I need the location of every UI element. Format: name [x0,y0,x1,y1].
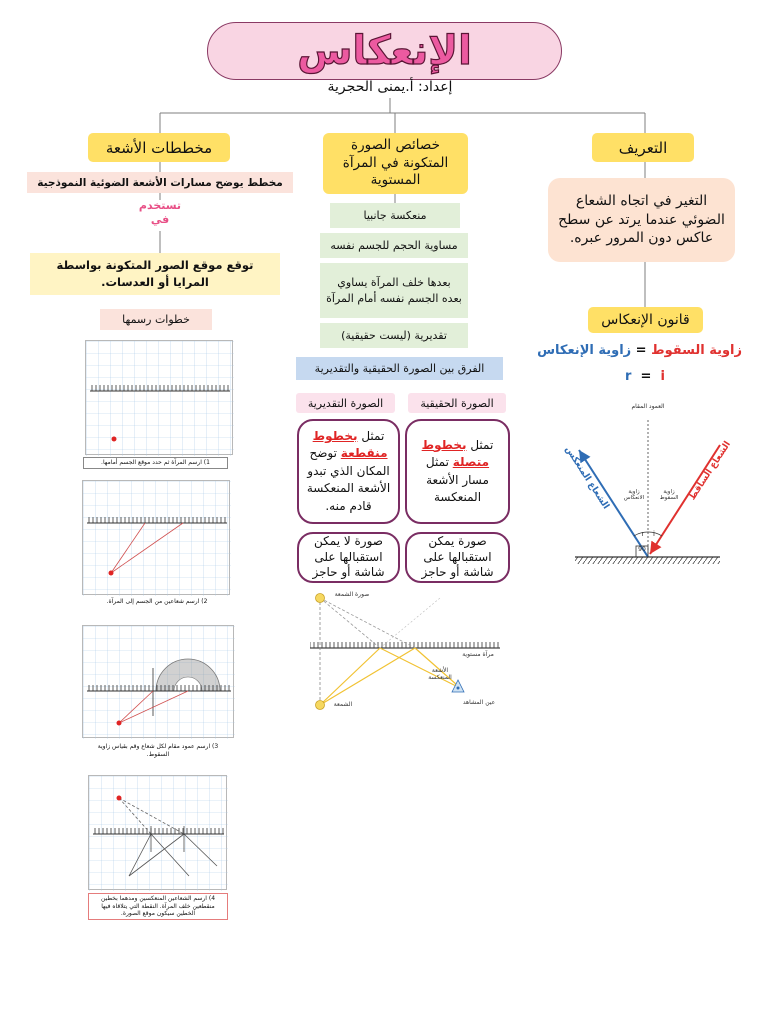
law-statement [537,343,742,363]
law-incidence: زاوية السقوط [651,343,742,358]
definition-heading: التعريف [592,133,694,162]
property-item: منعكسة جانبيا [330,203,460,228]
mirror-label: مرآة مستوية [462,651,494,658]
mirror-hatching [575,557,720,564]
real-image-representation [405,419,510,524]
virtual-ray-extension [320,598,415,648]
virtual-rep-highlight: بخطوط [312,429,358,444]
right-angle-value: 90 [638,546,646,553]
symbol-i: i [660,369,665,384]
symbol-r: r [625,369,632,384]
ray-diagrams-use: توقع موقع الصور المتكونة بواسطة المرايا أو العدسات. [30,253,280,295]
comparison-heading: الفرق بين الصورة الحقيقية والتقديرية [296,357,503,380]
reflected-ray-label: الشعاع المنعكس [562,444,611,512]
steps-heading: خطوات رسمها [100,309,212,330]
eye-pupil [457,687,460,690]
candle-icon [316,701,325,710]
step-4-figure [88,775,227,890]
virtual-image-screen: صورة لا يمكن استقبالها على شاشة أو حاجز [297,532,400,583]
virtual-rep-highlight: منقطعة [340,446,388,461]
ray-diagrams-heading: مخططات الأشعة [88,133,230,162]
virtual-ray-extension [320,598,380,648]
page-title: الإنعكاس [297,28,472,74]
property-item: بعدها خلف المرآة يساوي بعده الجسم نفسه أمام المرآة [320,263,468,318]
candle-image-label: صورة الشمعة [334,591,370,598]
angle-i-label: i [653,530,655,538]
property-item: مساوية الحجم للجسم نفسه [320,233,468,258]
sight-line [380,598,440,648]
virtual-image-label: الصورة التقديرية [296,393,395,413]
object-dot [109,571,114,576]
mirror-ticks [87,685,231,691]
law-symbols [600,369,690,387]
object-dot [112,437,117,442]
mirror-ticks [87,517,227,523]
reflected-rays-label: الأشعة المنعكسة [428,667,452,681]
mirror-ticks [93,828,224,834]
real-image-label: الصورة الحقيقية [408,393,506,413]
candle-label: الشمعة [333,701,353,708]
virtual-image-representation [297,419,400,524]
normal-label: العمود المقام [631,403,665,410]
image-dot [117,796,122,801]
real-rep-highlight: بخطوط [421,437,467,452]
grid-background [83,481,231,596]
reflected-ray [579,450,648,557]
step-3-figure [82,625,234,738]
step-2-caption: 2) ارسم شعاعين من الجسم إلى المرآة. [87,597,227,607]
step-2-figure [82,480,230,595]
author-line: إعداد: أ.يمنى الحجرية [327,79,453,95]
step-4-caption: 4) ارسم الشعاعين المنعكسين ومدهما بخطين منقطعين خلف المرآة. النقطة التي يتلاقاه فيها الخطين سيكون موقع الصورة. [88,893,228,920]
real-rep-highlight: متصلة [452,455,490,470]
properties-heading: خصائص الصورة المتكونة في المرآة المستوية [323,133,468,194]
step-3-caption: 3) ارسم عمود مقام لكل شعاع وقم بقياس زاوية السقوط. [83,742,233,759]
symbol-equals: = [640,369,652,384]
mirror-ticks [90,385,230,391]
definition-text: التغير في اتجاه الشعاع الضوئي عندما يرتد عن سطح عاكس دون المرور عبره. [548,178,735,262]
grid-background [86,341,234,456]
incident-ray-label: الشعاع الساقط [687,439,734,503]
virtual-rep-text: تمثل [361,429,385,444]
angle-r-label: r [641,530,645,538]
law-reflection: زاوية الإنعكاس [537,343,632,358]
law-equals: = [635,343,647,358]
title-banner [207,22,562,80]
uses-label: تستخدم في [138,199,182,226]
real-rep-text: تمثل مسار الأشعة المنعكسة [425,455,489,504]
real-rep-text: تمثل [470,437,494,452]
candle-image-icon [316,594,325,603]
object-dot [117,721,122,726]
property-item: تقديرية (ليست حقيقية) [320,323,468,348]
reflection-angle-label: زاوية الانعكاس [623,489,645,502]
ray-diagrams-description: مخطط يوضح مسارات الأشعة الضوئية النموذجية [27,172,293,193]
virtual-rep-text: توضح المكان الذي تبدو الأشعة المنعكسة قادم منه. [306,446,391,513]
incidence-angle-label: زاوية السقوط [659,489,679,502]
step-1-caption: 1) ارسم المرآة ثم حدد موقع الجسم أمامها. [83,457,228,469]
law-heading: قانون الإنعكاس [588,307,703,333]
real-image-screen: صورة يمكن استقبالها على شاشة أو حاجز [405,532,510,583]
incident-light-ray [320,648,380,705]
incident-light-ray [320,648,415,705]
observer-eye-label: عين المشاهد [462,699,496,706]
step-1-figure [85,340,233,455]
